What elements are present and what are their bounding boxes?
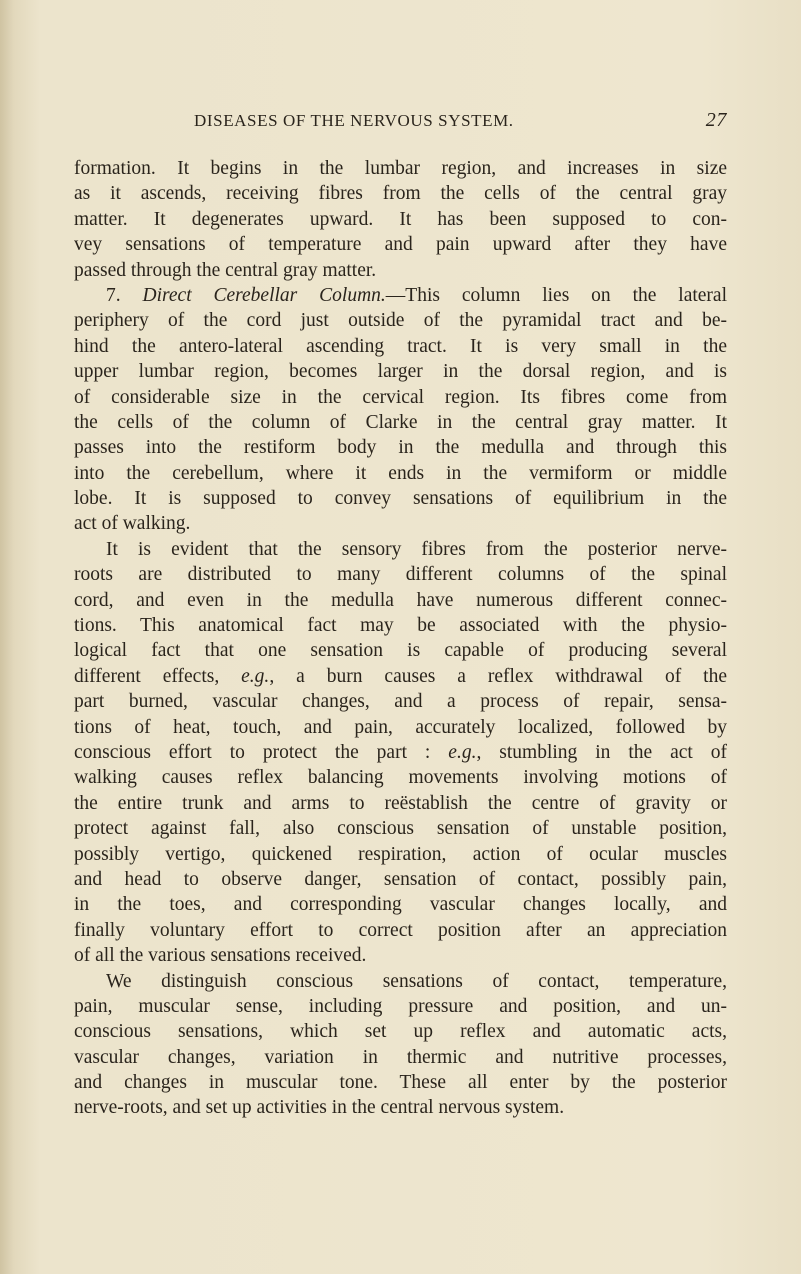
line-text: passed through the central gray matter. [74,259,377,281]
line-text: possibly vertigo, quickened respiration, action of ocular muscles [74,843,727,865]
running-header [194,111,727,137]
line-text: logical fact that one sensation is capable of producing several [74,640,727,662]
line-text: and head to observe danger, sensation of contact, possibly pain, [74,868,727,890]
text-line [74,816,727,841]
text-line [74,994,727,1019]
text-line [74,359,727,384]
text-line [74,765,727,790]
text-line [74,156,727,181]
line-text: walking causes reflex balancing movements involving motions of [74,767,727,789]
line-text: in the toes, and corresponding vascular changes locally, and [74,894,727,916]
text-line [74,258,727,283]
text-line [74,613,727,638]
text-line [74,867,727,892]
running-title: DISEASES OF THE NERVOUS SYSTEM. [194,111,514,130]
line-text: , stumbling in the act of [476,741,727,763]
text-line [74,537,727,562]
line-text: vey sensations of temperature and pain upward after they have [74,234,727,256]
text-line [74,1019,727,1044]
text-line [74,918,727,943]
text-line [74,308,727,333]
line-text: act of walking. [74,513,191,535]
line-text: of all the various sensations received. [74,945,367,967]
line-text: tions. This anatomical fact may be associated with the physio- [74,615,727,637]
text-line [74,410,727,435]
line-text: , a burn causes a reflex withdrawal of the [269,665,727,687]
italic-text: Direct Cerebellar Column. [142,284,386,306]
line-text: finally voluntary effort to correct position after an appreciation [74,919,727,941]
text-line [74,461,727,486]
page-number: 27 [705,109,727,131]
text-line [74,588,727,613]
text-line [74,664,727,689]
line-text: conscious sensations, which set up reflex and automatic acts, [74,1021,727,1043]
body-text [74,156,727,1121]
text-line [74,1045,727,1070]
text-line [74,435,727,460]
text-line [74,385,727,410]
line-prefix: 7. [106,284,143,306]
text-line [74,486,727,511]
line-text: passes into the restiform body in the medulla and through this [74,437,727,459]
text-line [74,334,727,359]
line-text: part burned, vascular changes, and a process of repair, sensa- [74,691,727,713]
line-text: nerve-roots, and set up activities in the central nervous system. [74,1097,565,1119]
line-text: into the cerebellum, where it ends in the vermiform or middle [74,462,727,484]
text-line [74,1095,727,1120]
text-line [74,791,727,816]
line-text: upper lumbar region, becomes larger in the dorsal region, and is [74,361,727,383]
text-line [74,283,727,308]
line-prefix: conscious effort to protect the part : [74,741,449,763]
line-text: of considerable size in the cervical region. Its fibres come from [74,386,727,408]
line-text: tions of heat, touch, and pain, accurately localized, followed by [74,716,727,738]
text-line [74,689,727,714]
line-text: We distinguish conscious sensations of contact, temperature, [106,970,727,992]
line-text: —This column lies on the lateral [385,284,727,306]
line-text: cord, and even in the medulla have numerous different connec- [74,589,727,611]
line-text: and changes in muscular tone. These all enter by the posterior [74,1072,727,1094]
line-text: matter. It degenerates upward. It has been supposed to con- [74,208,727,230]
text-line [74,943,727,968]
line-text: roots are distributed to many different columns of the spinal [74,564,727,586]
text-line [74,511,727,536]
text-line [74,740,727,765]
text-line [74,181,727,206]
text-line [74,842,727,867]
text-line [74,715,727,740]
text-line [74,638,727,663]
text-line [74,1070,727,1095]
text-line [74,232,727,257]
line-text: vascular changes, variation in thermic and nutritive processes, [74,1046,727,1068]
italic-text: e.g. [241,665,270,687]
line-text: formation. It begins in the lumbar region, and increases in size [74,158,727,179]
line-text: protect against fall, also conscious sensation of unstable position, [74,818,727,840]
text-line [74,207,727,232]
line-prefix: different effects, [74,665,242,687]
line-text: lobe. It is supposed to convey sensations of equilibrium in the [74,488,727,510]
line-text: hind the antero-lateral ascending tract. It is very small in the [74,335,727,357]
line-text: pain, muscular sense, including pressure and position, and un- [74,995,727,1017]
text-line [74,892,727,917]
line-text: It is evident that the sensory fibres from the posterior nerve- [106,538,727,560]
line-text: the cells of the column of Clarke in the central gray matter. It [74,411,727,433]
text-line [74,969,727,994]
text-line [74,562,727,587]
line-text: periphery of the cord just outside of the pyramidal tract and be- [74,310,727,332]
line-text: as it ascends, receiving fibres from the cells of the central gray [74,183,727,205]
italic-text: e.g. [448,741,477,763]
line-text: the entire trunk and arms to reëstablish the centre of gravity or [74,792,727,814]
